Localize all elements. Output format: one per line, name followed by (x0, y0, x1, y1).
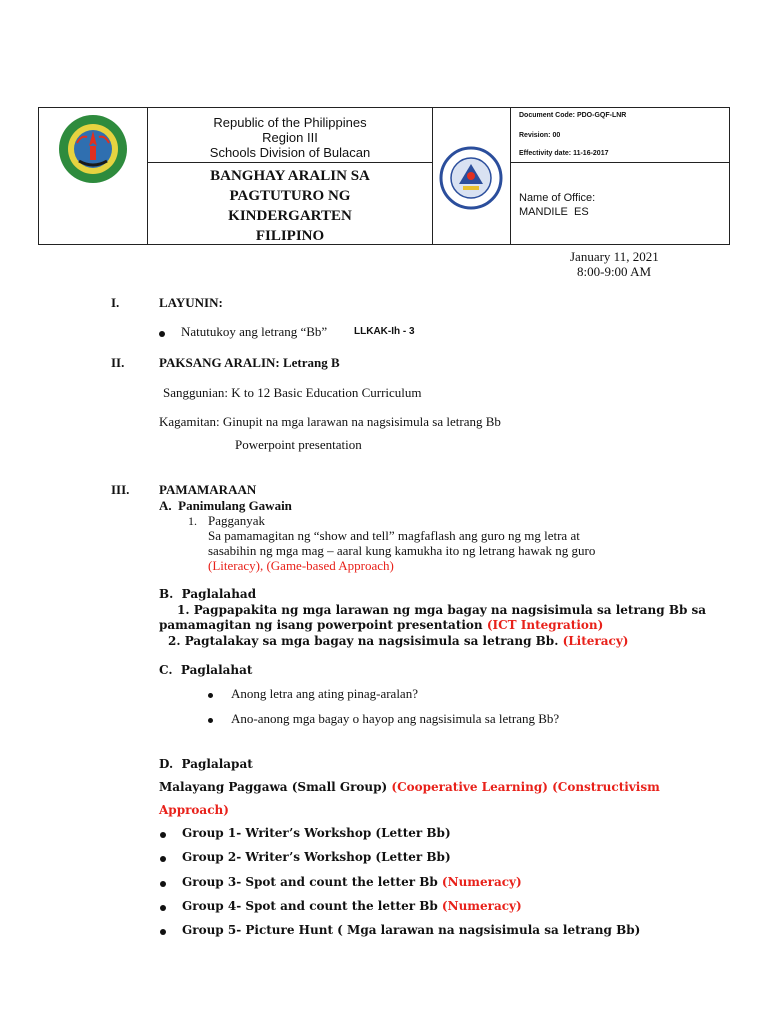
subsection-a-title: A. Panimulang Gawain (159, 498, 292, 513)
objective-text: Natutukoy ang letrang “Bb” (181, 324, 328, 339)
bullet-icon (160, 905, 166, 911)
d-intro-wrap (159, 780, 660, 794)
plan-title-line-2: PAGTUTURO NG (229, 188, 351, 204)
office-label: Name of Office: (519, 192, 596, 204)
group-tag: (Numeracy) (441, 899, 522, 913)
school-seal-icon (57, 113, 129, 185)
bullet-icon (160, 929, 166, 935)
section-1-number: I. (111, 295, 120, 310)
group-text: Group 4- Spot and count the letter Bb (182, 899, 438, 913)
a1-title: Pagganyak (208, 513, 266, 528)
list-item (182, 923, 640, 937)
group-text: Group 5- Picture Hunt ( Mga larawan na nagsisimula sa letrang Bb) (182, 923, 641, 937)
division-text: Schools Division of Bulacan (209, 145, 371, 160)
d-tag-1: (Cooperative Learning) (Constructivism (391, 780, 660, 794)
plan-title-cell (147, 162, 433, 245)
bullet-icon (159, 331, 165, 337)
plan-title-line-1: BANGHAY ARALIN SA (210, 168, 370, 184)
kagamitan-item-2: Powerpoint presentation (235, 437, 362, 452)
office-cell (510, 162, 730, 245)
bullet-icon (160, 832, 166, 838)
list-item (182, 826, 451, 840)
bullet-icon (208, 693, 213, 698)
d-tag-2: Approach) (159, 803, 229, 817)
c-question-2: Ano-anong mga bagay o hayop ang nagsisimula sa letrang Bb? (231, 711, 560, 726)
b2-line-wrap (168, 634, 628, 648)
subsection-b-title: B. Paglalahad (159, 587, 257, 601)
plan-title-line-3: KINDERGARTEN (228, 208, 352, 224)
lesson-time: 8:00-9:00 AM (577, 264, 652, 279)
region-text: Region III (262, 130, 318, 145)
list-item (182, 850, 451, 864)
b1-line-2-wrap (159, 618, 603, 632)
document-code: Document Code: PDO-GQF-LNR (519, 112, 627, 119)
b1-line-2: pamamagitan ng isang powerpoint presentation (159, 618, 483, 632)
group-text: Group 3- Spot and count the letter Bb (182, 875, 438, 889)
d-intro: Malayang Paggawa (Small Group) (159, 780, 388, 794)
group-text: Group 2- Writer’s Workshop (Letter Bb) (182, 850, 451, 864)
deped-seal-icon (439, 146, 503, 210)
b2-line: 2. Pagtalakay sa mga bagay na nagsisimula sa letrang Bb. (168, 634, 559, 648)
revision-text: Revision: 00 (519, 132, 561, 139)
section-1-title: LAYUNIN: (159, 295, 223, 310)
list-item (182, 875, 522, 889)
b1-line-1: 1. Pagpapakita ng mga larawan ng mga bagay na nagsisimula sa letrang Bb sa (177, 603, 707, 617)
bullet-icon (208, 718, 213, 723)
lesson-date: January 11, 2021 (570, 249, 659, 264)
subsection-c-title: C. Paglalahat (159, 663, 253, 677)
seal-cell-right (432, 107, 511, 245)
plan-title-line-4: FILIPINO (255, 228, 325, 244)
section-2-title: PAKSANG ARALIN: Letrang B (159, 355, 340, 370)
bullet-icon (160, 856, 166, 862)
section-2-number: II. (111, 355, 125, 370)
agency-cell (147, 107, 433, 163)
list-item (182, 899, 522, 913)
group-tag: (Numeracy) (441, 875, 522, 889)
section-3-number: III. (111, 482, 130, 497)
bullet-icon (160, 881, 166, 887)
effectivity-date: Effectivity date: 11-16-2017 (519, 150, 609, 157)
republic-text: Republic of the Philippines (213, 115, 367, 130)
b1-tag: (ICT Integration) (486, 618, 604, 632)
a1-number: 1. (188, 514, 197, 528)
a1-line-1: Sa pamamagitan ng “show and tell” magfaflash ang guro ng mg letra at (208, 528, 580, 543)
a1-line-2: sasabihin ng mga mag – aaral kung kamukha ito ng letrang hawak ng guro (208, 543, 596, 558)
seal-cell-left (38, 107, 148, 245)
section-3-title: PAMAMARAAN (159, 482, 257, 497)
c-question-1: Anong letra ang ating pinag-aralan? (231, 686, 418, 701)
a1-tags: (Literacy), (Game-based Approach) (208, 558, 394, 573)
office-name: MANDILE ES (519, 206, 589, 218)
competency-code: LLKAK-Ih - 3 (354, 326, 415, 337)
kagamitan-text: Kagamitan: Ginupit na mga larawan na nagsisimula sa letrang Bb (159, 414, 501, 429)
sanggunian-text: Sanggunian: K to 12 Basic Education Curriculum (163, 385, 422, 400)
document-info-cell (510, 107, 730, 163)
group-text: Group 1- Writer’s Workshop (Letter Bb) (182, 826, 451, 840)
b2-tag: (Literacy) (562, 634, 629, 648)
subsection-d-title: D. Paglalapat (159, 757, 253, 771)
